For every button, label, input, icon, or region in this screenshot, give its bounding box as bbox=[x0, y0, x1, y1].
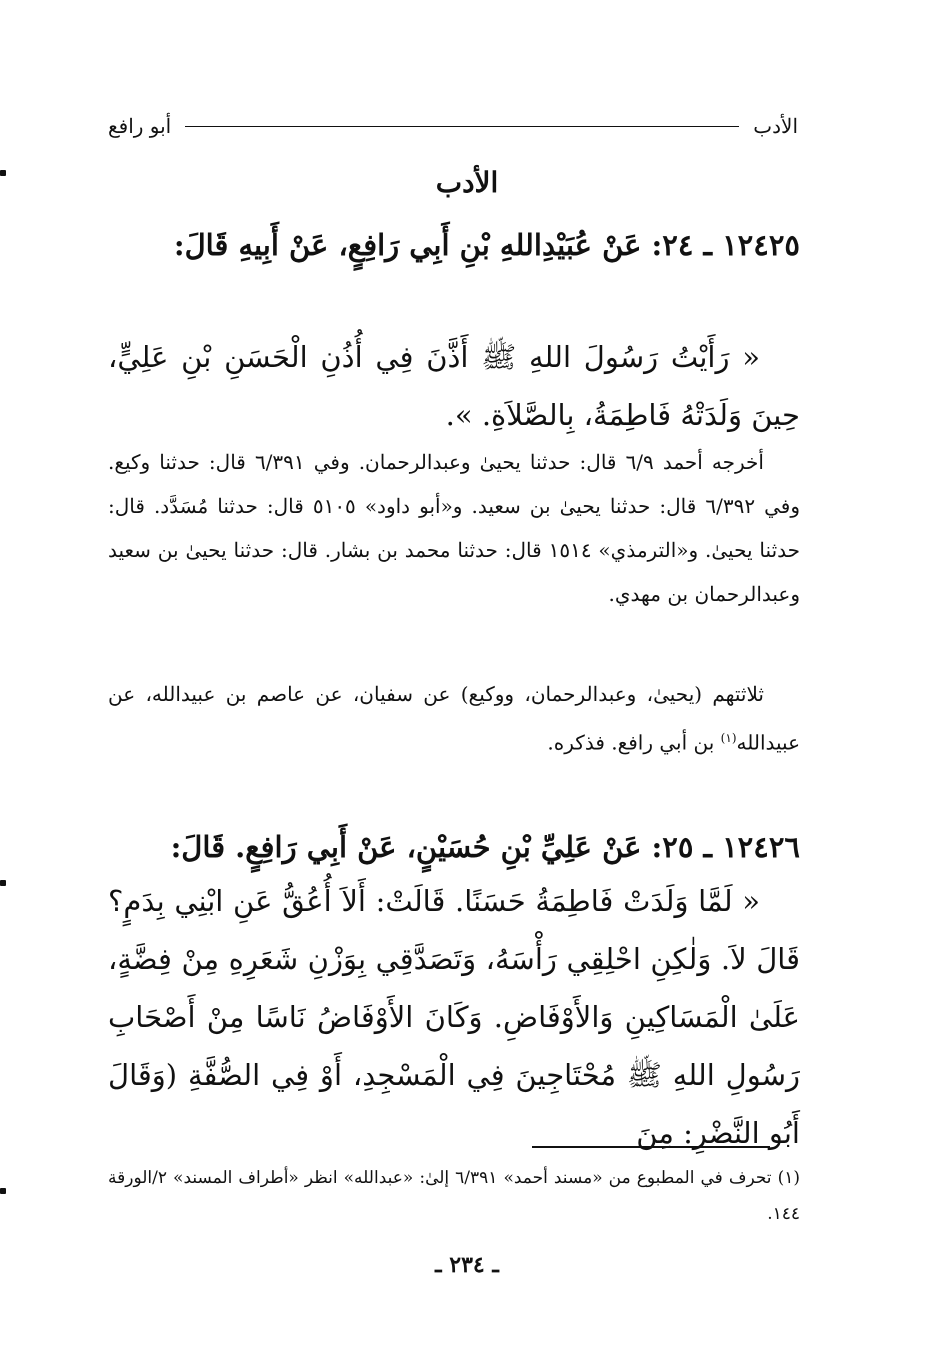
hadith-1-text: « رَأَيْتُ رَسُولَ اللهِ ﷺ أَذَّنَ فِي أُذُنِ الْحَسَنِ بْنِ عَلِيٍّ، حِينَ وَلَدَتْهُ فَاطِمَةُ، بِالصَّلاَةِ. ». bbox=[108, 340, 800, 432]
footnote-reference-mark: (١) bbox=[720, 731, 737, 745]
footnote: (١) تحرف في المطبوع من «مسند أحمد» ٦/٣٩١ إلىٰ: «عبدالله» انظر «أطراف المسند» ٢/الورقة ١٤٤. bbox=[108, 1168, 800, 1224]
section-title: الأدب bbox=[435, 166, 499, 199]
hadith-2-heading: ١٢٤٢٦ ـ ٢٥: عَنْ عَلِيِّ بْنِ حُسَيْنٍ، عَنْ أَبِي رَافِعٍ. قَالَ: bbox=[170, 830, 800, 864]
header-chapter-title: الأدب bbox=[753, 114, 798, 138]
scan-margin-mark bbox=[0, 880, 6, 886]
hadith-1-heading: ١٢٤٢٥ ـ ٢٤: عَنْ عُبَيْدِاللهِ بْنِ أَبِي رَافِعٍ، عَنْ أَبِيهِ قَالَ: bbox=[173, 228, 800, 262]
header-rule bbox=[185, 126, 739, 127]
footnote-separator bbox=[532, 1146, 770, 1148]
running-header bbox=[108, 108, 798, 144]
page-number: ـ ٢٣٤ ـ bbox=[435, 1252, 499, 1278]
hadith-1-chain bbox=[108, 672, 800, 765]
hadith-1-takhrij: أخرجه أحمد ٦/٩ قال: حدثنا يحيىٰ وعبدالرحمان. وفي ٦/٣٩١ قال: حدثنا وكيع. وفي ٦/٣٩٢ قال: حدثنا يحيىٰ بن سعيد. و«أبو داود» ٥١٠٥ قال: حدثنا مُسَدَّد. قال: حدثنا يحيىٰ. و«الترمذي» ١٥١٤ قال: حدثنا محمد بن بشار. قال: حدثنا يحيىٰ بن سعيد وعبدالرحمان بن مهدي. bbox=[108, 450, 800, 606]
header-narrator-name: أبو رافع bbox=[108, 114, 172, 138]
chain-text-before: ثلاثتهم (يحيىٰ، وعبدالرحمان، ووكيع) عن سفيان، عن عاصم بن عبيدالله، عن عبيدالله bbox=[108, 682, 800, 755]
hadith-2-text: « لَمَّا وَلَدَتْ فَاطِمَةُ حَسَنًا. قَالَتْ: أَلاَ أُعُقُّ عَنِ ابْنِي بِدَمٍ؟ قَالَ لاَ. وَلٰكِنِ احْلِقِي رَأْسَهُ، وَتَصَدَّقِي بِوَزْنِ شَعَرِهِ مِنْ فِضَّةٍ، عَلَىٰ الْمَسَاكِينِ وَالأَوْفَاضِ. وَكَانَ الأَوْفَاضُ نَاسًا مِنْ أَصْحَابِ رَسُولِ اللهِ ﷺ مُحْتَاجِينَ فِي الْمَسْجِدِ، أَوْ فِي الصُّفَّةِ (وَقَالَ أَبُو النَّضْرِ: مِنَ bbox=[108, 884, 800, 1150]
scan-margin-mark bbox=[0, 170, 6, 176]
chain-text-after: بن أبي رافع. فذكره. bbox=[547, 730, 721, 755]
scan-margin-mark bbox=[0, 1188, 6, 1194]
